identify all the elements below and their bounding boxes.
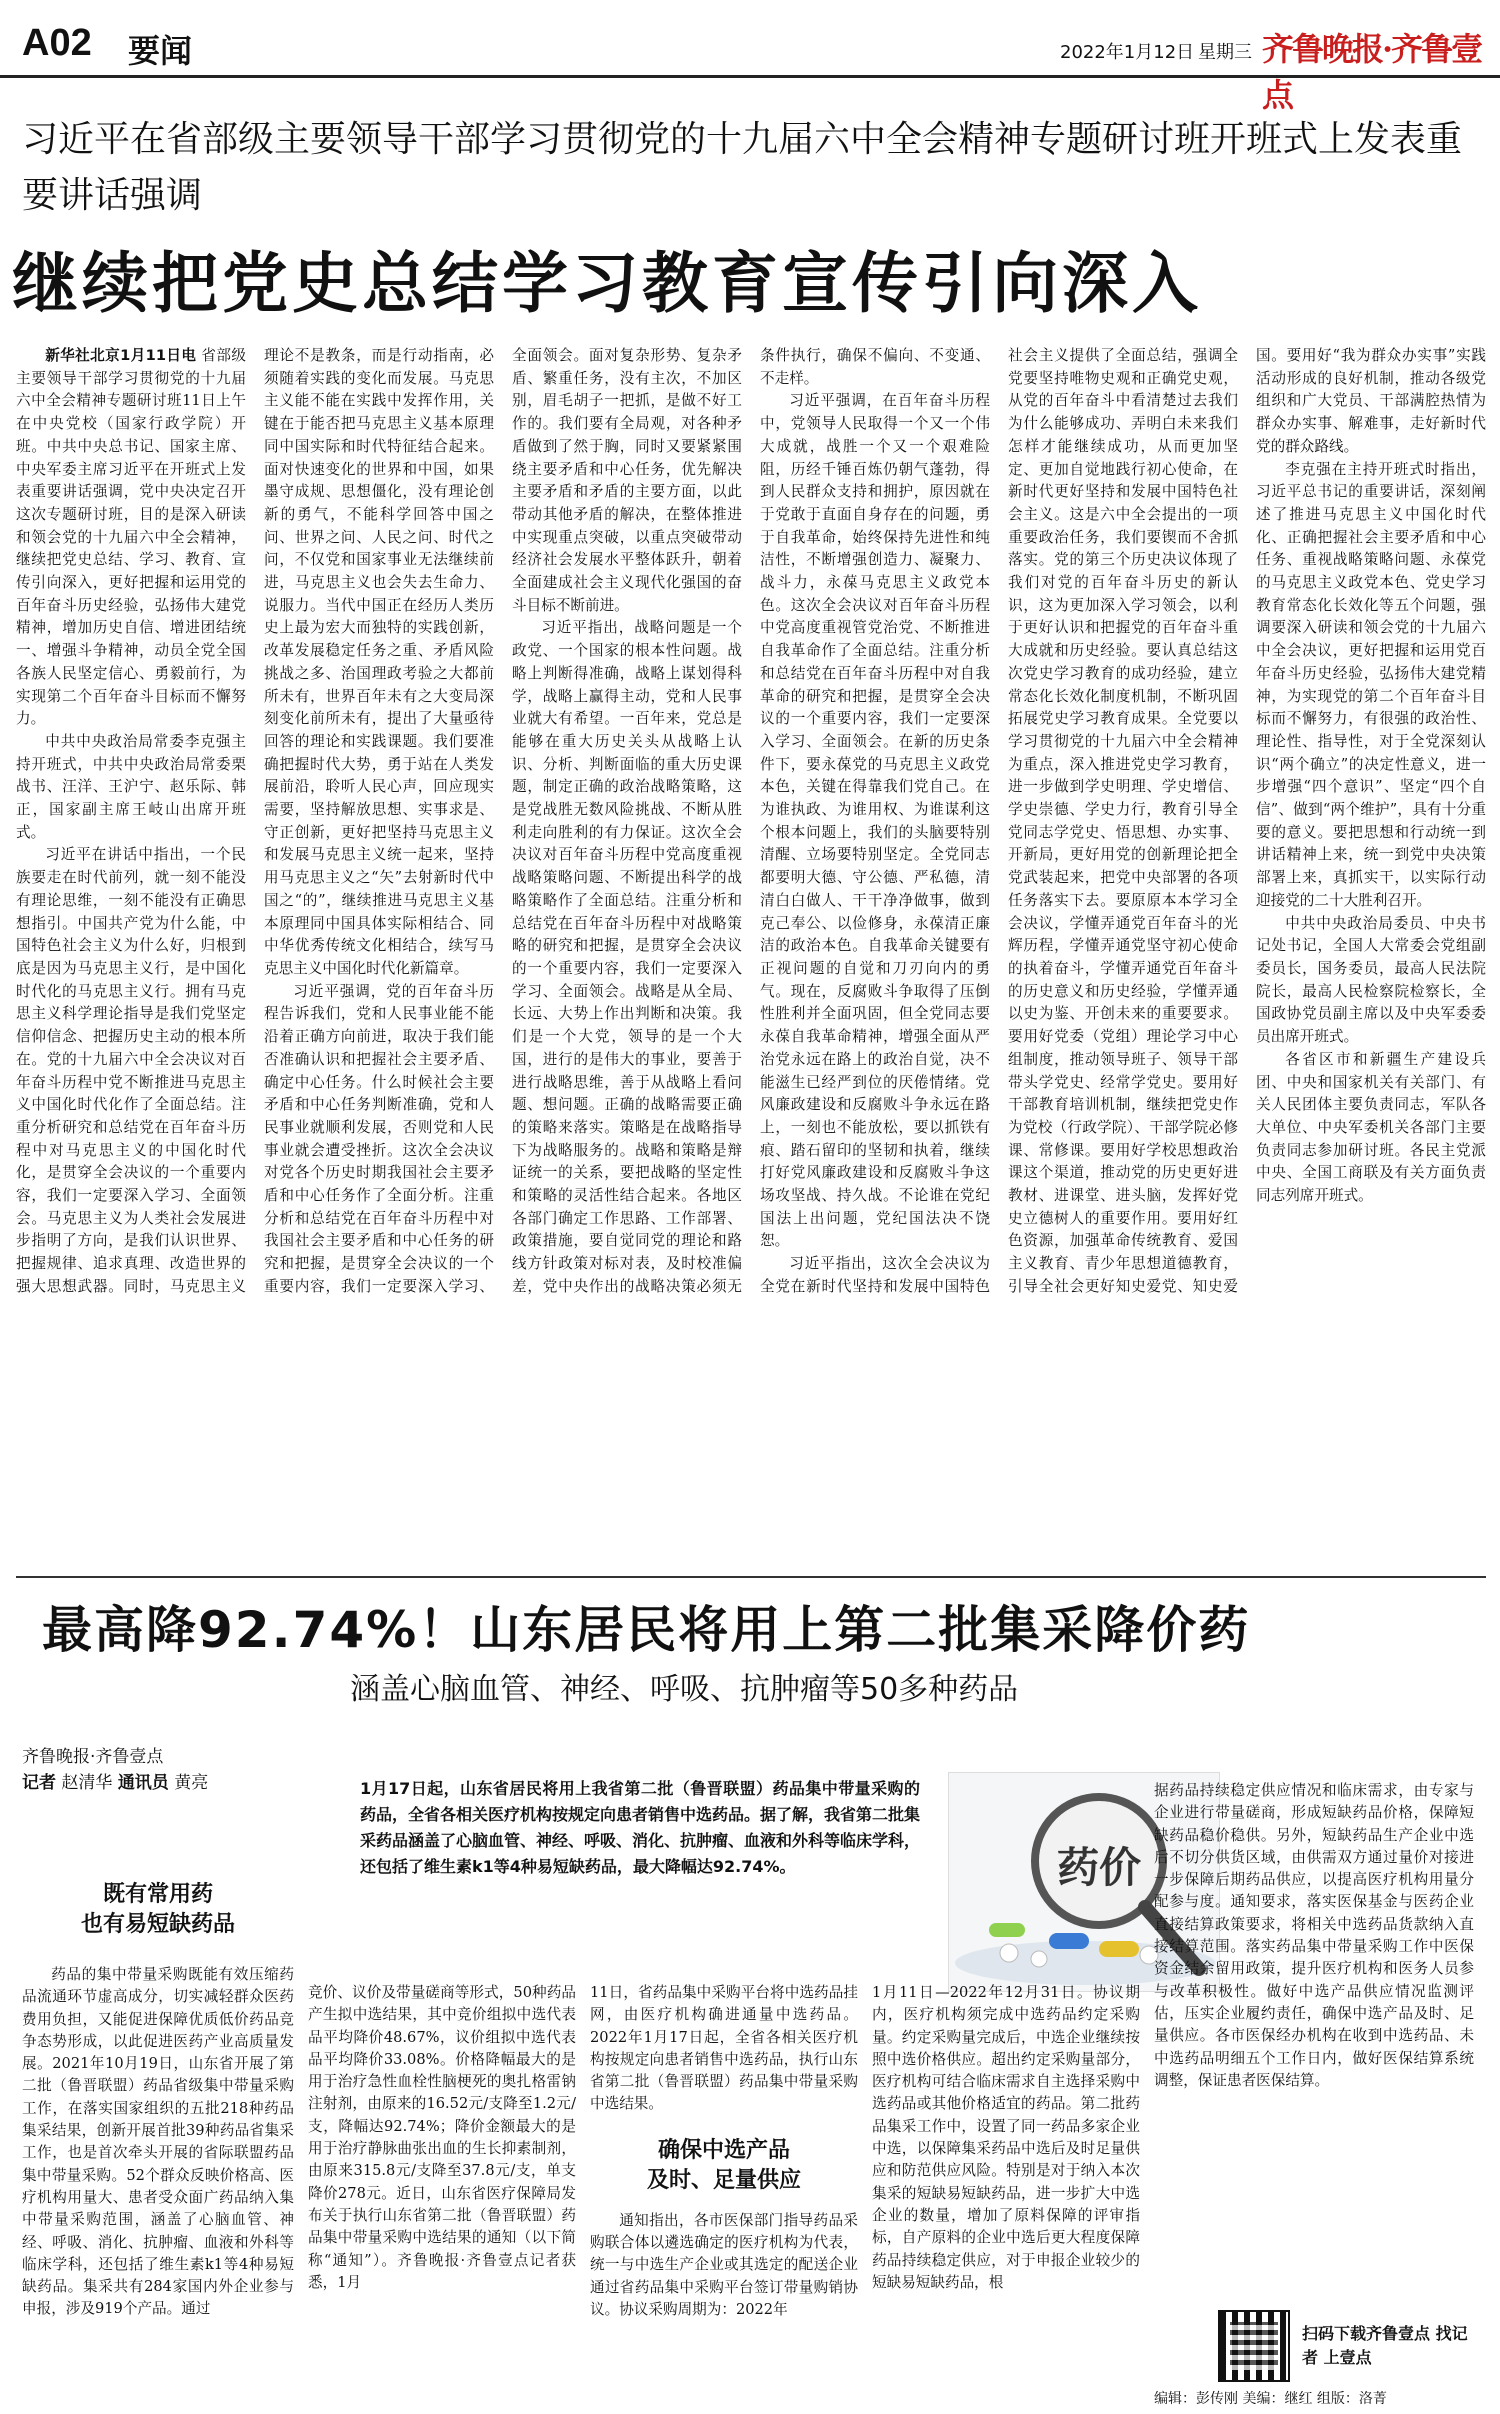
page-header [0, 0, 1500, 114]
article2-byline [22, 1744, 322, 1796]
column-text [22, 1964, 294, 2321]
correspondent-name: 黄亮 [174, 1773, 209, 1793]
column-paragraph: 据药品持续稳定供应情况和临床需求，由专家与企业进行带量磋商，形成短缺药品价格，保障短缺药品稳价稳供。另外，短缺药品生产企业中选后不切分供货区域，由供需双方通过量价对接进一步保障后期药品供应，以提高医疗机构用量分配参与度。通知要求，落实医保基金与医药企业直接结算政策要求，将相关中选药品货款纳入直接结算范围。落实药品集中带量采购工作中医保资金结余留用政策，提升医疗机构和医务人员参与改革积极性。做好中选产品供应情况监测评估，压实企业履约责任，确保中选产品及时、足量供应。各市医保经办机构在收到中选药品、未中选药品明细五个工作日内，做好医保结算系统调整，保证患者医保结算。 [1154, 1782, 1474, 2089]
section-name: 要闻 [128, 32, 193, 70]
reporter-label: 记者 [22, 1773, 56, 1793]
article2-column-5 [1154, 1780, 1474, 2092]
byline-names [22, 1770, 322, 1796]
qr-caption: 扫码下载齐鲁壹点 找记者 上壹点 [1302, 2324, 1468, 2367]
column-paragraph: 1月11日—2022年12月31日。协议期内，医疗机构须完成中选药品约定采购量。约定采购量完成后，中选企业继续按照中选价格供应。超出约定采购量部分，医疗机构可结合临床需求自主选择采购中选药品或其他价格适宜的药品。第二批药品集采工作中，设置了同一药品多家企业中选，以保障集采药品中选后及时足量供应和防范供应风险。特别是对于纳入本次集采的短缺易短缺药品，进一步扩大中选企业的数量，增加了原料保障的评审指标，自产原料的企业中选后更大程度保障药品持续稳定供应，对于申报企业较少的短缺易短缺药品，根 [872, 1984, 1140, 2291]
section-divider [16, 1576, 1486, 1578]
image-label: 药价 [1057, 1843, 1142, 1892]
dateline: 新华社北京1月11日电 [45, 347, 197, 364]
column-text [872, 1982, 1140, 2294]
article1-paragraph: 各省区市和新疆生产建设兵团、中央和国家机关有关部门、有关人民团体主要负责同志，军队各大单位、中央军委机关各部门主要负责同志参加研讨班。各民主党派中央、全国工商联及有关方面负责同志列席开班式。 [1256, 1050, 1486, 1205]
article2-lede: 1月17日起，山东省居民将用上我省第二批（鲁晋联盟）药品集中带量采购的药品，全省各相关医疗机构按规定向患者销售中选药品。据了解，我省第二批集采药品涵盖了心脑血管、神经、呼吸、消化、抗肿瘤、血液和外科等临床学科，还包括了维生素k1等4种易短缺药品，最大降幅达92.74%。 [360, 1779, 921, 1876]
page-footer-credits: 编辑：彭传刚 美编：继红 组版：洛菁 [1154, 2391, 1387, 2407]
issue-weekday: 星期三 [1198, 42, 1252, 63]
article1-paragraph: 习近平强调，在百年奋斗历程中，党领导人民取得一个又一个伟大成就，战胜一个又一个艰难险阻，历经千锤百炼仍朝气蓬勃，得到人民群众支持和拥护，原因就在于党敢于直面自身存在的问题，勇于自我革命，始终保持先进性和纯洁性，不断增强创造力、凝聚力、战斗力，永葆马克思主义政党本色。这次全会决议对百年奋斗历程中党高度重视管党治党、不断推进自我革命作了全面总结。注重分析和总结党在百年奋斗历程中对自我革命的研究和把握，是贯穿全会决议的一个重要内容，我们一定要深入学习、全面领会。在新的历史条件下，要永葆党的马克思主义政党本色，关键在得靠我们党自己。在为谁执政、为谁用权、为谁谋利这个根本问题上，我们的头脑要特别清醒、立场要特别坚定。全党同志都要明大德、守公德、严私德，清清白白做人、干干净净做事，做到克己奉公、以俭修身，永葆清正廉洁的政治本色。自我革命关键要有正视问题的自觉和刀刃向内的勇气。现在，反腐败斗争取得了压倒性胜利并全面巩固，但全党同志要永葆自我革命精神，增强全面从严治党永远在路上的政治自觉，决不能滋生已经严到位的厌倦情绪。党风廉政建设和反腐败斗争永远在路上，一刻也不能放松，要以抓铁有痕、踏石留印的坚韧和执着，继续打好党风廉政建设和反腐败斗争这场攻坚战、持久战。不论谁在党纪国法上出问题，党纪国法决不饶恕。 [760, 392, 990, 1250]
article1-headline: 继续把党史总结学习教育宣传引向深入 [12, 245, 1202, 322]
column-text [590, 2210, 858, 2321]
subhead-common-drugs: 既有常用药 也有易短缺药品 [80, 1882, 235, 1937]
column-text [590, 1982, 858, 2116]
article2-column-4 [872, 1982, 1140, 2294]
article1-paragraph: 习近平在讲话中指出，一个民族要走在时代前列，就一刻不能没有理论思维，一刻不能没有正确思想指引。中国共产党为什么能，中国特色社会主义为什么好，归根到底是因为马克思主义行，是中国化时代化的马克思主义行。拥有马克思主义科学理论指导是我们党坚定信仰信念、把握历史主动的根本所在。党的十九届六中全会决议对百年奋斗历程中党不断推进马克思主义中国化时代化作了全面总结。注重分析研究和总结党在百年奋斗历程中对马克思主义的中国化时代化，是贯穿全会决议的一个重要内容，我们一定要深入学习、全面领会。马克思主义为人类社会发展进步指明了方向，是我们认识世界、把握规律、追求真理、改造世界的强大思想武器。同时，马克思主义理论不是教条，而是行动指南，必须随着实践的变化而发展。马克思主义能不能在实践中发挥作用，关键在于能否把马克思主义基本原理同中国实际和时代特征结合起来。面对快速变化的世界和中国，如果墨守成规、思想僵化，没有理论创新的勇气，不能科学回答中国之问、世界之问、人民之问、时代之问，不仅党和国家事业无法继续前进，马克思主义也会失去生命力、说服力。当代中国正在经历人类历史上最为宏大而独特的实践创新，改革发展稳定任务之重、矛盾风险挑战之多、治国理政考验之大都前所未有，世界百年未有之大变局深刻变化前所未有，提出了大量亟待回答的理论和实践课题。我们要准确把握时代大势，勇于站在人类发展前沿，聆听人民心声，回应现实需要，坚持解放思想、实事求是、守正创新，更好把坚持马克思主义和发展马克思主义统一起来，坚持用马克思主义之“矢”去射新时代中国之“的”，继续推进马克思主义基本原理同中国具体实际相结合、同中华优秀传统文化相结合，续写马克思主义中国化时代化新篇章。 [16, 347, 494, 1295]
column-paragraph: 11日，省药品集中采购平台将中选药品挂网，由医疗机构确进通量中选药品。2022年1月17日起，全省各相关医疗机构按规定向患者销售中选药品，执行山东省第二批（鲁晋联盟）药品集中带量采购中选结果。 [590, 1984, 858, 2113]
article1-paragraph: 习近平强调，党的百年奋斗历程告诉我们，党和人民事业能不能沿着正确方向前进，取决于我们能否准确认识和把握社会主要矛盾、确定中心任务。什么时候社会主要矛盾和中心任务判断准确，党和人民事业就顺利发展，否则党和人民事业就会遭受挫折。这次全会决议对党各个历史时期我国社会主要矛盾和中心任务作了全面分析。注重分析和总结党在百年奋斗历程中对我国社会主要矛盾和中心任务的研究和把握，是贯穿全会决议的一个重要内容，我们一定要深入学习、全面领会。面对复杂形势、复杂矛盾、繁重任务，没有主次，不加区别，眉毛胡子一把抓，是做不好工作的。我们要有全局观，对各种矛盾做到了然于胸，同时又要紧紧围绕主要矛盾和中心任务，优先解决主要矛盾和矛盾的主要方面，以此带动其他矛盾的解决，在整体推进中实现重点突破，以重点突破带动经济社会发展水平整体跃升，朝着全面建成社会主义现代化强国的奋斗目标不断前进。 [264, 347, 742, 1295]
column-paragraph: 竞价、议价及带量磋商等形式，50种药品产生拟中选结果，其中竞价组拟中选代表品平均降价48.67%，议价组拟中选代表品平均降价33.08%。价格降幅最大的是用于治疗急性血栓性脑梗死的奥扎格雷钠注射剂，由原来的16.52元/支降至1.2元/支，降幅达92.74%；降价金额最大的是用于治疗静脉曲张出血的生长抑素制剂，由原来315.8元/支降至37.8元/支，单支降价278元。近日，山东省医疗保障局发布关于执行山东省第二批（鲁晋联盟）药品集中带量采购中选结果的通知（以下简称“通知”）。齐鲁晚报·齐鲁壹点记者获悉，1月 [308, 1984, 576, 2291]
column-text [1154, 1780, 1474, 2092]
qr-pattern [1230, 2322, 1278, 2370]
byline-source: 齐鲁晚报·齐鲁壹点 [22, 1747, 164, 1767]
subhead-supply: 确保中选产品 及时、足量供应 [646, 2137, 801, 2193]
article1-paragraph: 中共中央政治局常委李克强主持开班式，中共中央政治局常委栗战书、汪洋、王沪宁、赵乐际、韩正，国家副主席王岐山出席开班式。 [16, 732, 246, 841]
article1-paragraph: 习近平指出，这次全会决议为全党在新时代坚持和发展中国特色社会主义提供了全面总结，强调全党要坚持唯物史观和正确党史观，从党的百年奋斗中看清楚过去我们为什么能够成功、弄明白未来我们怎样才能继续成功，从而更加坚定、更加自觉地践行初心使命，在新时代更好坚持和发展中国特色社会主义。这是六中全会提出的一项重要政治任务，我们要锲而不舍抓落实。党的第三个历史决议体现了我们对党的百年奋斗历史的新认识，这为更加深入学习领会，以利于更好认识和把握党的百年奋斗重大成就和历史经验。要认真总结这次党史学习教育的成功经验，建立常态化长效化制度机制，不断巩固拓展党史学习教育成果。全党要以学习贯彻党的十九届六中全会精神为重点，深入推进党史学习教育，进一步做到学史明理、学史增信、学史崇德、学史力行，教育引导全党同志学党史、悟思想、办实事、开新局，更好用党的创新理论把全党武装起来，把党中央部署的各项任务落实下去。要原原本本学习全会决议，学懂弄通党百年奋斗的光辉历程，学懂弄通党坚守初心使命的执着奋斗，学懂弄通党百年奋斗的历史意义和历史经验，学懂弄通以史为鉴、开创未来的重要要求。要用好党委（党组）理论学习中心组制度，推动领导班子、领导干部带头学党史、经常学党史。要用好干部教育培训机制，继续把党史作为党校（行政学院）、干部学院必修课、常修课。要用好学校思想政治课这个渠道，推动党的历史更好进教材、进课堂、进头脑，发挥好党史立德树人的重要作用。要用好红色资源，加强革命传统教育、爱国主义教育、青少年思想道德教育，引导全社会更好知史爱党、知史爱国。要用好“我为群众办实事”实践活动形成的良好机制，推动各级党组织和广大党员、干部满腔热情为群众办实事、解难事，走好新时代党的群众路线。 [760, 347, 1486, 1295]
column-paragraph: 药品的集中带量采购既能有效压缩药品流通环节虚高成分，切实减轻群众医药费用负担，又能促进保障优质低价药品竞争态势形成，以此促进医药产业高质量发展。2021年10月19日，山东省开展了第二批（鲁晋联盟）药品省级集中带量采购工作，在落实国家组织的五批218种药品集采结果，创新开展首批39种药品省集采工作，也是首次牵头开展的省际联盟药品集中带量采购。52个群众反映价格高、医疗机构用量大、患者受众面广药品纳入集中带量采购范围，涵盖了心脑血管、神经、呼吸、消化、抗肿瘤、血液和外科等临床学科，还包括了维生素k1等4种易短缺药品。集采共有284家国内外企业参与申报，涉及919个产品。通过 [22, 1966, 294, 2318]
article1-kicker: 习近平在省部级主要领导干部学习贯彻党的十九届六中全会精神专题研讨班开班式上发表重要讲话强调 [22, 119, 1463, 216]
correspondent-label: 通讯员 [117, 1773, 169, 1793]
issue-date: 2022年1月12日 [1060, 42, 1195, 63]
article1-paragraph: 李克强在主持开班式时指出，习近平总书记的重要讲话，深刻阐述了推进马克思主义中国化时代化、正确把握社会主要矛盾和中心任务、重视战略策略问题、永葆党的马克思主义政党本色、党史学习教育常态化长效化等五个问题，强调要深入研读和领会党的十九届六中全会决议，更好把握和运用党百年奋斗历史经验，弘扬伟大建党精神，为实现党的第二个百年奋斗目标而不懈努力，有很强的政治性、理论性、指导性，对于全党深刻认识“两个确立”的决定性意义，进一步增强“四个意识”、坚定“四个自信”、做到“两个维护”，具有十分重要的意义。要把思想和行动统一到讲话精神上来，统一到党中央决策部署上来，真抓实干，以实际行动迎接党的二十大胜利召开。 [1256, 460, 1486, 909]
page-number: A02 [22, 22, 92, 64]
qr-code[interactable] [1218, 2310, 1290, 2382]
article1-paragraph [16, 345, 246, 731]
article1-paragraph: 中共中央政治局委员、中央书记处书记，全国人大常委会党组副委员长，国务委员，最高人民法院院长，最高人民检察院检察长，全国政协党员副主席以及中央军委委员出席开班式。 [1256, 914, 1486, 1046]
column-paragraph: 通知指出，各市医保部门指导药品采购联合体以遴选确定的医疗机构为代表，统一与中选生产企业或其选定的配送企业通过省药品集中采购平台签订带量购销协议。协议采购周期为：2022年 [590, 2211, 858, 2318]
newspaper-logo: 齐鲁晚报·齐鲁壹点 [1262, 30, 1482, 114]
article1-body [16, 345, 1486, 1570]
reporter-name: 赵清华 [61, 1773, 113, 1793]
article2-column-3 [590, 1982, 858, 2321]
article1-paragraph: 习近平指出，战略问题是一个政党、一个国家的根本性问题。战略上判断得准确，战略上谋划得科学，战略上赢得主动，党和人民事业就大有希望。一百年来，党总是能够在重大历史关头从战略上认识、分析、判断面临的重大历史课题，制定正确的政治战略策略，这是党战胜无数风险挑战、不断从胜利走向胜利的有力保证。这次全会决议对百年奋斗历程中党高度重视战略策略问题、不断提出科学的战略策略作了全面总结。注重分析和总结党在百年奋斗历程中对战略策略的研究和把握，是贯穿全会决议的一个重要内容，我们一定要深入学习、全面领会。战略是从全局、长远、大势上作出判断和决策。我们是一个大党，领导的是一个大国，进行的是伟大的事业，要善于进行战略思维，善于从战略上看问题、想问题。正确的战略需要正确的策略来落实。策略是在战略指导下为战略服务的。战略和策略是辩证统一的关系，要把战略的坚定性和策略的灵活性结合起来。各地区各部门确定工作思路、工作部署、政策措施，要自觉同党的理论和路线方针政策对标对表，及时校准偏差，党中央作出的战略决策必须无条件执行，确保不偏向、不变通、不走样。 [512, 347, 990, 1295]
article2-column-1 [22, 1880, 294, 2321]
column-text [308, 1982, 576, 2294]
article2-subtitle: 涵盖心脑血管、神经、呼吸、抗肿瘤等50多种药品 [350, 1672, 1019, 1707]
article2-headline: 最高降92.74%！山东居民将用上第二批集采降价药 [42, 1601, 1251, 1659]
article2-column-2 [308, 1982, 576, 2294]
paragraph-text: 省部级主要领导干部学习贯彻党的十九届六中全会精神专题研讨班11日上午在中央党校（国家行政学院）开班。中共中央总书记、国家主席、中央军委主席习近平在开班式上发表重要讲话强调，党中央决定召开这次专题研讨班，目的是深入研读和领会党的十九届六中全会精神，继续把党史总结、学习、教育、宣传引向深入，更好把握和运用党的百年奋斗历史经验，弘扬伟大建党精神，增加历史自信、增进团结统一、增强斗争精神，动员全党全国各族人民坚定信心、勇毅前行，为实现第二个百年奋斗目标而不懈努力。 [16, 347, 246, 728]
